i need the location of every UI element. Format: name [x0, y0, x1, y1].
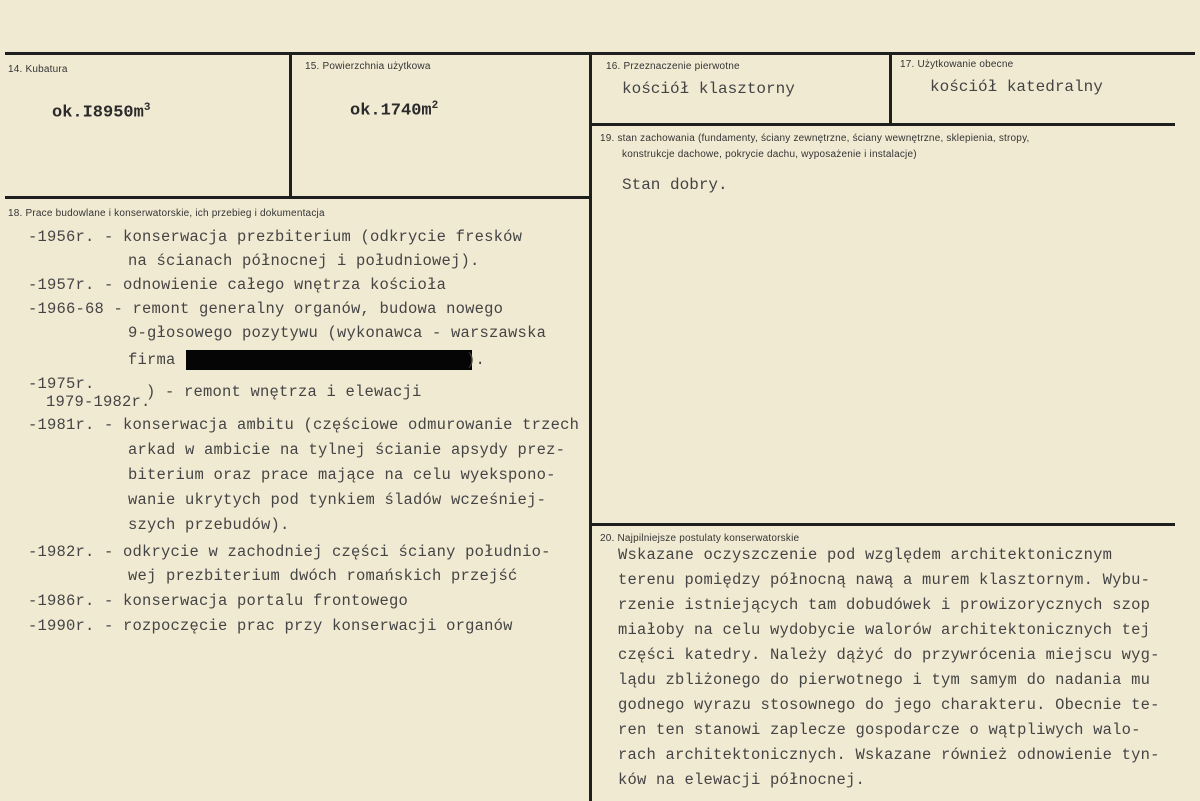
postulaty-line: terenu pomiędzy północną nawą a murem klasztornym. Wybu-: [618, 571, 1151, 589]
prace-line: wanie ukrytych pod tynkiem śladów wcześniej-: [128, 491, 547, 509]
prace-line: arkad w ambicie na tylnej ścianie apsydy prez-: [128, 441, 566, 459]
powierzchnia-exponent: 2: [431, 100, 439, 112]
uzytkowanie-value: kościół katedralny: [930, 78, 1103, 96]
prace-line: szych przebudów).: [128, 516, 290, 534]
prace-line: -1982r. - odkrycie w zachodniej części ściany południo-: [28, 543, 551, 561]
prace-line: -1990r. - rozpoczęcie prac przy konserwacji organów: [28, 617, 513, 635]
prace-line: ) - remont wnętrza i elewacji: [146, 383, 422, 401]
stan-label-2: konstrukcje dachowe, pokrycie dachu, wyposażenie i instalacje): [622, 149, 917, 160]
przeznaczenie-label: 16. Przeznaczenie pierwotne: [606, 61, 740, 72]
prace-line: -1957r. - odnowienie całego wnętrza kościoła: [28, 276, 447, 294]
prace-line: 9-głosowego pozytywu (wykonawca - warszawska: [128, 324, 547, 342]
divider-14-15: [289, 52, 292, 198]
postulaty-line: godnego wyrazu stosownego do jego charakteru. Obecnie te-: [618, 696, 1160, 714]
postulaty-label: 20. Najpilniejsze postulaty konserwatorskie: [600, 533, 800, 544]
prace-line: firma: [128, 351, 176, 369]
przeznaczenie-value: kościół klasztorny: [622, 80, 795, 98]
powierzchnia-number: ok.1740m: [350, 101, 432, 121]
uzytkowanie-label: 17. Użytkowanie obecne: [900, 59, 1014, 70]
prace-line: biterium oraz prace mające na celu wyekspono-: [128, 466, 556, 484]
right-upper-rule: [592, 123, 1175, 126]
kubatura-label: 14. Kubatura: [8, 64, 68, 75]
prace-line: -1956r. - konserwacja prezbiterium (odkrycie fresków: [28, 228, 523, 246]
stan-value: Stan dobry.: [622, 176, 728, 194]
postulaty-line: części katedry. Należy dążyć do przywrócenia miejscu wyg-: [618, 646, 1160, 664]
left-mid-rule: [5, 196, 590, 199]
powierzchnia-label: 15. Powierzchnia użytkowa: [305, 61, 431, 72]
prace-line: wej prezbiterium dwóch romańskich przejść: [128, 567, 518, 585]
prace-label: 18. Prace budowlane i konserwatorskie, ich przebieg i dokumentacja: [8, 208, 325, 219]
postulaty-line: lądu zbliżonego do pierwotnego i tym samym do nadania mu: [618, 671, 1151, 689]
divider-16-17: [889, 52, 892, 125]
postulaty-line: miałoby na celu wydobycie walorów architektonicznych tej: [618, 621, 1151, 639]
center-divider: [589, 52, 592, 801]
kubatura-exponent: 3: [143, 102, 151, 114]
prace-line: -1966-68 - remont generalny organów, budowa nowego: [28, 300, 504, 318]
prace-line: -1981r. - konserwacja ambitu (częściowe odmurowanie trzech: [28, 416, 580, 434]
kubatura-number: ok.I8950m: [52, 103, 144, 123]
prace-line: 1979-1982r.: [46, 393, 151, 411]
postulaty-line: ków na elewacji północnej.: [618, 771, 866, 789]
prace-line: ).: [466, 351, 486, 369]
prace-line: na ścianach północnej i południowej).: [128, 252, 480, 270]
stan-label-1: 19. stan zachowania (fundamenty, ściany zewnętrzne, ściany wewnętrzne, sklepienia, stropy,: [600, 133, 1030, 144]
prace-line: -1986r. - konserwacja portalu frontowego: [28, 592, 409, 610]
redaction-bar: [186, 350, 472, 370]
prace-line: -1975r.: [28, 375, 95, 393]
powierzchnia-value: [350, 100, 438, 121]
right-lower-rule: [592, 523, 1175, 526]
postulaty-line: rach architektonicznych. Wskazane również odnowienie tyn-: [618, 746, 1160, 764]
postulaty-line: Wskazane oczyszczenie pod względem architektonicznym: [618, 546, 1113, 564]
postulaty-line: rzenie istniejących tam dobudówek i prowizorycznych szop: [618, 596, 1151, 614]
kubatura-value: [52, 102, 150, 123]
top-rule: [5, 52, 1195, 55]
postulaty-line: ren ten stanowi zaplecze gospodarcze o wątpliwych walo-: [618, 721, 1141, 739]
